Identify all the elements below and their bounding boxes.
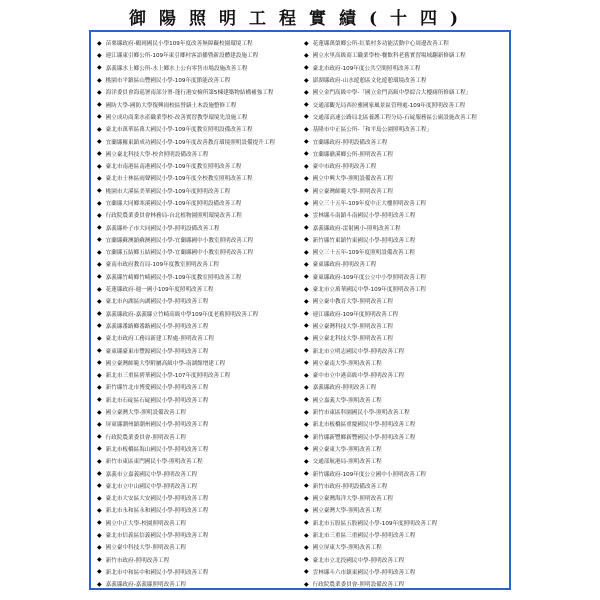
bullet-icon: ◆ [97,482,102,490]
list-item [97,344,302,356]
project-name: 花蓮縣萬榮鄉公所-紅葉村多功能活動中心周邊改善工程 [312,41,449,48]
project-name: 連江縣東引鄉公所-109年東引鄉村客語播暨新設體建設施工程 [105,53,259,60]
project-name: 雲林縣斗南鎮斗南國民小學-照明改善工程 [312,213,416,220]
bullet-icon: ◆ [304,420,309,428]
bullet-icon: ◆ [97,187,102,195]
project-name: 宜蘭縣蘇澳鎮蘇澳國民小學-宜蘭縣國中小教室照明改善工程 [105,237,254,244]
project-name: 國立屏東大學-照明改善工程 [312,545,382,552]
bullet-icon: ◆ [304,64,309,72]
bullet-icon: ◆ [97,150,102,158]
bullet-icon: ◆ [304,347,309,355]
project-name: 國立臺北科技大學-校舍照明設備改善工程 [105,151,209,158]
project-name: 國立臺灣海洋大學-照明改善工程 [312,496,393,503]
bullet-icon: ◆ [97,125,102,133]
bullet-icon: ◆ [304,236,309,244]
list-item [97,480,302,492]
list-item [97,160,302,172]
project-name: 國立臺灣師範大學-照明改善工程 [312,188,393,195]
list-item [304,62,509,74]
project-name: 宜蘭縣大同鄉寒溪國民小學-109年度照明設備改善工程 [105,201,242,207]
project-name: 新竹縣政府-109年度公立國中小照明改善工程 [312,471,427,478]
bullet-icon: ◆ [304,162,309,170]
project-list-right [304,37,509,590]
bullet-icon: ◆ [304,445,309,453]
bullet-icon: ◆ [97,211,102,219]
project-name: 新北市板橋區重慶國民中學-照明改善工程 [312,422,416,429]
project-name: 國立中正大學-校園照明改善工程 [105,520,186,527]
page-title: 御陽照明工程實績(十四) [128,9,472,29]
list-item [97,467,302,479]
bullet-icon: ◆ [304,482,309,490]
project-name: 臺東縣政府-照明改善工程 [312,262,377,269]
project-name: 澎湖縣政府-山水遊憩區文化遊憩環境改善工程 [312,78,427,85]
bullet-icon: ◆ [97,470,102,478]
bullet-icon: ◆ [97,568,102,576]
project-name: 臺北市立中山國民中學-照明改善工程 [105,483,198,490]
project-name: 新竹市東區東門國民小學-照明改善工程 [105,459,203,466]
bullet-icon: ◆ [304,334,309,342]
list-item [97,172,302,184]
project-name: 連江縣政府-109年度照明改善工程 [312,311,399,318]
project-name: 臺南市政府教育局-109年度教室照明改善工程 [105,262,220,269]
project-name: 國立成功商業水產職業學校-改善實習教學環境先設施工程 [105,114,248,121]
project-name: 國立臺灣大學-照明改善工程 [312,508,382,515]
bullet-icon: ◆ [97,519,102,527]
bullet-icon: ◆ [304,273,309,281]
project-name: 臺北市大安區大安國民小學-照明改善工程 [105,496,209,503]
bullet-icon: ◆ [97,433,102,441]
project-name: 新北市石碇區石碇國民小學-照明改善工程 [105,397,209,404]
project-name: 交通部觀光局西拉雅國家風景區管理處-109年度照明改善工程 [312,102,466,109]
list-item [304,123,509,135]
bullet-icon: ◆ [97,396,102,404]
list-item [304,357,509,369]
bullet-icon: ◆ [97,310,102,318]
project-name: 國立臺灣師範大學附屬高級中學-南湖館增建工程 [105,360,226,367]
project-name: 臺北市政府-109年度公共空間照明改善工程 [312,65,421,72]
list-item [304,529,509,541]
list-item [304,246,509,258]
project-name: 嘉義縣朴子市大同國民小學-照明設備改善工程 [105,225,220,232]
bullet-icon: ◆ [304,580,309,588]
list-item [97,62,302,74]
bullet-icon: ◆ [304,543,309,551]
list-item [304,406,509,418]
bullet-icon: ◆ [97,494,102,502]
bullet-icon: ◆ [304,199,309,207]
list-item [97,271,302,283]
bullet-icon: ◆ [304,138,309,146]
project-name: 國立臺中教育大學-照明改善工程 [312,299,393,306]
list-item [97,74,302,86]
bullet-icon: ◆ [97,273,102,281]
bullet-icon: ◆ [304,101,309,109]
project-name: 臺北市內湖區內湖國民小學-照明改善工程 [105,299,209,306]
project-name: 雲林縣斗六市鎮東國民小學-照明改善工程 [312,569,416,576]
project-name: 嘉義縣政府-雷射國小-照明改善工程 [312,225,401,232]
bullet-icon: ◆ [304,494,309,502]
list-item [97,295,302,307]
list-item [97,197,302,209]
bullet-icon: ◆ [97,113,102,121]
list-item [304,234,509,246]
bullet-icon: ◆ [97,248,102,256]
list-item [97,418,302,430]
bullet-icon: ◆ [304,224,309,232]
bullet-icon: ◆ [97,334,102,342]
project-name: 國立臺灣大學-照明設備改善工程 [105,410,186,417]
bullet-icon: ◆ [97,531,102,539]
bullet-icon: ◆ [304,125,309,133]
project-name: 國立三十五年-109年度中正大樓照明改善工程 [312,201,427,207]
bullet-icon: ◆ [97,39,102,47]
project-name: 新北市立明志國民中學-照明改善工程 [312,348,405,355]
bullet-icon: ◆ [97,236,102,244]
list-item [304,394,509,406]
list-item [97,504,302,516]
list-item [304,197,509,209]
project-name: 新竹市政府-照明改善工程 [105,557,170,564]
bullet-icon: ◆ [304,470,309,478]
list-item [97,406,302,418]
project-name: 新北市中和區中和國民小學-照明改善工程 [105,569,209,576]
list-item [304,209,509,221]
bullet-icon: ◆ [304,359,309,367]
project-name: 行政院農業委員會林務局-台北植物園照明環境改善工程 [105,213,242,220]
project-name: 嘉義縣竹崎鄉竹崎國民小學-109年度教室照明改善工程 [105,274,242,281]
bullet-icon: ◆ [304,150,309,158]
project-list-frame [89,30,511,590]
project-name: 宜蘭縣政府-照明設備改善工程 [312,139,388,146]
list-item [97,529,302,541]
project-name: 新竹市東區科園國民小學-照明改善工程 [312,410,410,417]
project-name: 嘉義縣水上鄉公所-水上鄉水上公有零售市場設施改善工程 [105,65,248,72]
list-item [304,443,509,455]
project-name: 新北市板橋區海山國民小學-照明改善工程 [105,446,209,453]
list-item [304,308,509,320]
project-name: 宜蘭縣礁溪鄉公所-照明改善工程 [312,151,393,158]
bullet-icon: ◆ [97,445,102,453]
project-name: 宜蘭縣五結鄉五結國民小學-宜蘭縣國中小教室照明改善工程 [105,250,254,257]
bullet-icon: ◆ [304,260,309,268]
bullet-icon: ◆ [304,531,309,539]
list-item [304,295,509,307]
list-item [304,86,509,98]
list-item [97,541,302,553]
bullet-icon: ◆ [304,174,309,182]
project-name: 新北市三重區三重國民小學-照明改善工程 [312,533,416,540]
list-item [97,135,302,147]
list-item [304,74,509,86]
bullet-icon: ◆ [97,297,102,305]
bullet-icon: ◆ [97,88,102,96]
list-item [304,492,509,504]
list-item [97,320,302,332]
bullet-icon: ◆ [97,420,102,428]
list-item [97,455,302,467]
list-item [97,332,302,344]
list-item [97,86,302,98]
project-name: 嘉義縣政府-嘉義縣照明改善工程 [105,582,186,589]
project-name: 花蓮縣政府-週一國小109年度照明改善工程 [105,287,214,294]
project-name: 國防大學-國防大學復興崗校區營繕土木設施整修工程 [105,102,237,109]
list-item [304,148,509,160]
list-item [304,49,509,61]
list-item [304,344,509,356]
list-item [304,418,509,430]
list-item [304,455,509,467]
list-item [97,148,302,160]
project-name: 新北市三重區碧華國民小學-107年度照明改善工程 [105,373,231,380]
project-name: 新竹縣竹北市博愛國民小學-照明改善工程 [105,385,209,392]
list-item [304,320,509,332]
project-name: 國立臺南大學-照明改善工程 [312,360,382,367]
project-name: 行政院農業委員會-照明設備改善工程 [312,582,405,589]
bullet-icon: ◆ [304,39,309,47]
list-item [304,37,509,49]
list-item [304,221,509,233]
list-item [304,111,509,123]
bullet-icon: ◆ [304,433,309,441]
project-name: 國立中興大學-照明設備改善工程 [312,176,393,183]
bullet-icon: ◆ [304,322,309,330]
list-item [304,578,509,590]
project-name: 屏東縣潮州鎮潮州國民小學-照明改善工程 [105,422,209,429]
project-name: 嘉義縣政府-照明改善工程 [312,385,377,392]
bullet-icon: ◆ [304,371,309,379]
list-item [304,160,509,172]
list-item [304,332,509,344]
list-item [97,246,302,258]
bullet-icon: ◆ [97,347,102,355]
project-name: 新北市五股區五股國民小學-109年度照明改善工程 [312,520,438,527]
project-name: 嘉義市立嘉義國民中學-照明改善工程 [105,471,198,478]
bullet-icon: ◆ [97,51,102,59]
project-name: 新竹縣新豐鄉新豐國民小學-照明改善工程 [312,434,416,441]
project-name: 宜蘭縣羅東鎮成功國民小學-109年度改善教育環境照明設備提升工程 [105,139,275,146]
bullet-icon: ◆ [97,285,102,293]
bullet-icon: ◆ [304,396,309,404]
list-item [304,566,509,578]
project-name: 新竹縣竹東鎮竹東國民小學-照明改善工程 [312,237,416,244]
list-item [97,308,302,320]
project-name: 臺北市南港區南港國民小學-109年度教室照明改善工程 [105,164,242,171]
project-name: 臺北市立北投國民中學-照明改善工程 [312,557,405,564]
list-item [97,221,302,233]
list-item [97,209,302,221]
bullet-icon: ◆ [304,556,309,564]
list-item [97,578,302,590]
bullet-icon: ◆ [97,556,102,564]
bullet-icon: ◆ [97,359,102,367]
list-item [304,467,509,479]
list-item [97,431,302,443]
list-item [304,271,509,283]
list-item [97,381,302,393]
project-name: 臺北市信義區信義國民小學-照明改善工程 [105,533,209,540]
list-item [97,37,302,49]
project-name: 新竹市政府-照明設備改善工程 [312,483,388,490]
project-name: 基隆市中正區公所-「和平島公園照明改善工程」 [312,127,433,134]
bullet-icon: ◆ [304,457,309,465]
list-item [97,553,302,565]
project-list-left [97,37,302,590]
bullet-icon: ◆ [304,76,309,84]
project-name: 新北市永和區永和國民小學-照明改善工程 [105,508,209,515]
project-name: 臺中市政府-照明改善工程 [312,164,377,171]
project-name: 交通部航港局-照明改善工程 [312,459,382,466]
bullet-icon: ◆ [304,519,309,527]
bullet-icon: ◆ [97,138,102,146]
list-item [304,369,509,381]
list-item [304,283,509,295]
list-item [304,135,509,147]
list-item [97,369,302,381]
list-item [97,566,302,578]
list-item [304,541,509,553]
bullet-icon: ◆ [97,199,102,207]
bullet-icon: ◆ [304,113,309,121]
bullet-icon: ◆ [97,408,102,416]
list-item [304,504,509,516]
bullet-icon: ◆ [97,506,102,514]
list-item [97,357,302,369]
list-item [97,185,302,197]
bullet-icon: ◆ [97,371,102,379]
list-item [97,283,302,295]
project-name: 苗栗縣政府-鶴岡國民小學109年度改善無障礙校園環境工程 [105,41,253,48]
project-name: 臺北市政府工務局新建工程處-照明改善工程 [105,336,214,343]
list-item [304,517,509,529]
list-item [97,394,302,406]
list-item [97,234,302,246]
list-item [97,492,302,504]
project-name: 臺北市士林區雨聲國民小學-109年度全校教室照明改善工程 [105,176,253,183]
bullet-icon: ◆ [304,297,309,305]
bullet-icon: ◆ [304,310,309,318]
project-name: 國立臺北科技大學-照明改善工程 [312,336,393,343]
list-item [304,172,509,184]
project-name: 臺北市立萬華國民中學-109年度照明改善工程 [312,287,427,294]
bullet-icon: ◆ [304,408,309,416]
bullet-icon: ◆ [97,224,102,232]
list-item [304,480,509,492]
bullet-icon: ◆ [97,76,102,84]
list-item [304,258,509,270]
project-name: 臺北市萬華區萬大國民小學-109年度教室照明設備改善工程 [105,127,253,134]
bullet-icon: ◆ [304,51,309,59]
project-name: 國立臺中科技大學-照明改善工程 [105,545,186,552]
project-name: 嘉義縣政府-嘉義縣立竹崎高級中學109年度老舊照明改善工程 [105,311,259,318]
bullet-icon: ◆ [97,64,102,72]
list-item [97,443,302,455]
project-name: 海洋委員會海巡署南部分署-蓬行港安檢所第5棟建築物結構補強工程 [105,90,274,97]
list-item [97,258,302,270]
list-item [304,98,509,110]
bullet-icon: ◆ [97,101,102,109]
project-name: 臺東縣政府-109年度公立中小學照明改善工程 [312,274,427,281]
list-item [97,98,302,110]
bullet-icon: ◆ [97,162,102,170]
bullet-icon: ◆ [97,457,102,465]
bullet-icon: ◆ [97,322,102,330]
bullet-icon: ◆ [97,543,102,551]
list-item [97,49,302,61]
list-item [304,185,509,197]
project-name: 桃園市大溪區美華國民小學-109年度照明改善工程 [105,188,231,195]
bullet-icon: ◆ [97,174,102,182]
list-item [97,517,302,529]
bullet-icon: ◆ [97,260,102,268]
bullet-icon: ◆ [304,248,309,256]
bullet-icon: ◆ [304,506,309,514]
bullet-icon: ◆ [304,383,309,391]
list-item [304,381,509,393]
bullet-icon: ◆ [304,285,309,293]
bullet-icon: ◆ [97,580,102,588]
project-name: 嘉義縣番路鄉番路國民小學-照明改善工程 [105,323,209,330]
project-name: 臺東縣臺東市豐源國民小學-照明改善工程 [105,348,209,355]
project-name: 桃園市平鎮區山豐國民小學-109年度節能改善工程 [105,78,231,85]
bullet-icon: ◆ [304,211,309,219]
project-name: 國立三十五年-109年度照明設備改善工程 [312,250,415,257]
project-name: 國立水里高級商工職業學校-餐飲科老舊實習場域翻新修繕工程 [312,53,466,60]
list-item [97,123,302,135]
list-item [304,431,509,443]
bullet-icon: ◆ [304,568,309,576]
project-name: 交通部高速公路局北區養護工程分局-石碇服務區公廁設施改善工程 [312,114,477,121]
list-item [304,553,509,565]
project-name: 國立嘉義大學-照明改善工程 [312,397,382,404]
project-name: 國立金門高級中學-「國立金門高級中學綜合大樓廁所修繕工程」 [312,90,472,97]
bullet-icon: ◆ [97,383,102,391]
bullet-icon: ◆ [304,187,309,195]
project-name: 國立臺東大學-照明改善工程 [312,446,382,453]
list-item [97,111,302,123]
bullet-icon: ◆ [304,88,309,96]
project-name: 國立臺灣科技大學-照明改善工程 [312,323,393,330]
project-name: 行政院農業委員會-照明改善工程 [105,434,186,441]
project-name: 臺中市立中港高級中學-照明改善工程 [312,373,405,380]
